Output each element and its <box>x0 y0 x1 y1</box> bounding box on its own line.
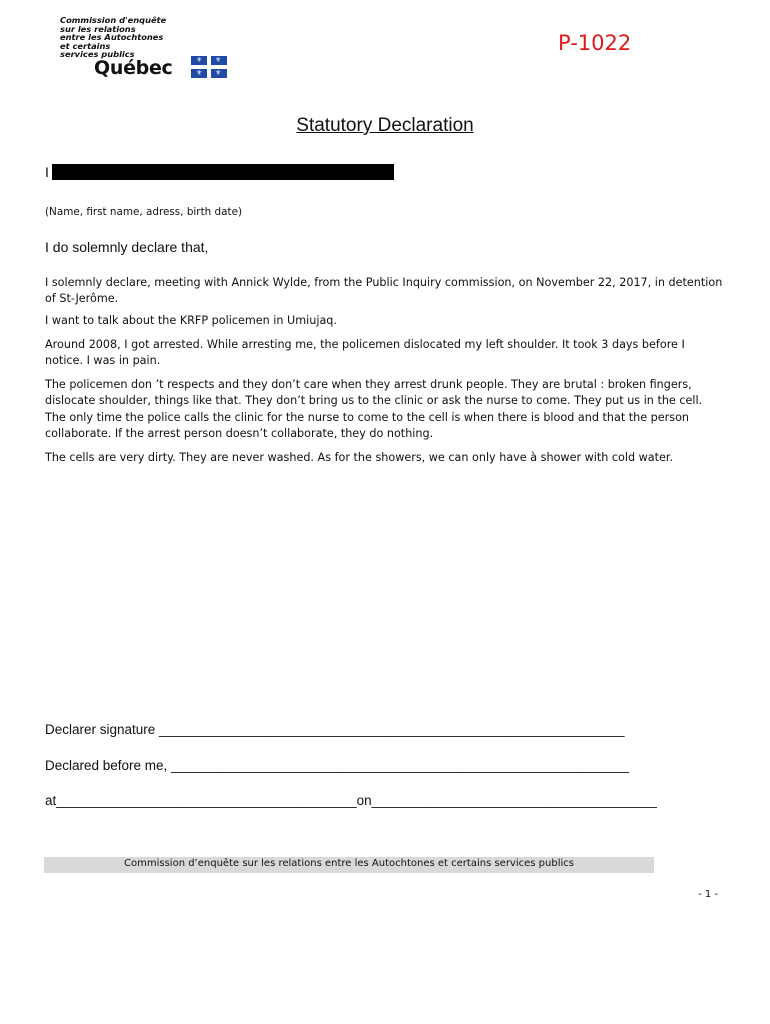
declaration-paragraph <box>45 377 725 442</box>
declaration-paragraph <box>45 275 725 308</box>
place-date-line: at________________________________________on______________________________________ <box>45 793 657 808</box>
solemn-declaration-intro: I do solemnly declare that, <box>45 239 209 255</box>
paragraph-text: I want to talk about the KRFP policemen in Umiujaq. <box>45 314 337 327</box>
logo-commission-name <box>60 16 240 59</box>
logo-line: entre les Autochtones <box>60 32 164 43</box>
logo-line: sur les relations <box>60 23 136 34</box>
commission-logo <box>60 16 240 82</box>
footer-commission-text: Commission d’enquête sur les relations entre les Autochtones et certains services publics <box>124 858 574 869</box>
logo-line: services publics <box>60 49 135 60</box>
logo-line: Commission d'enquête <box>60 15 167 25</box>
redaction-bar <box>52 164 394 180</box>
paragraph-text: The policemen don ’t respects and they don’t care when they arrest drunk people. They are brutal : broken fingers, dislocate shoulder, things like that. They don’t bring us to the clinic or ask the nurse to come. They put us in the cell. The only time the police calls the clinic for the nurse to come to the cell is when there is blood and that the person collaborate. If the arrest person doesn’t collaborate, they do nothing. <box>45 378 703 440</box>
declaration-paragraph <box>45 450 725 466</box>
paragraph-text: The cells are very dirty. They are never washed. As for the showers, we can only have à shower with cold water. <box>45 451 674 464</box>
paragraph-text: Around 2008, I got arrested. While arresting me, the policemen dislocated my left shoulder. It took 3 days before I notice. I was in pain. <box>45 338 685 368</box>
declarant-field-hint: (Name, first name, adress, birth date) <box>45 206 243 218</box>
paragraph-text: I solemnly declare, meeting with Annick Wylde, from the Public Inquiry commission, on November 22, 2017, in detention of St-Jerôme. <box>45 276 723 306</box>
page-title: Statutory Declaration <box>296 115 474 136</box>
declaration-paragraph <box>45 313 725 329</box>
exhibit-number: P-1022 <box>558 31 632 55</box>
declared-before-line: Declared before me, _____________________________________________________________ <box>45 758 630 773</box>
declaration-paragraph <box>45 337 725 370</box>
quebec-flag-icon: ⚜ ⚜ ⚜ ⚜ <box>191 56 227 78</box>
logo-line: et certains <box>60 40 111 51</box>
declarant-prefix: I <box>45 164 49 180</box>
quebec-wordmark: Québec <box>94 57 173 79</box>
page-number: - 1 - <box>698 889 718 900</box>
declarer-signature-line: Declarer signature ______________________________________________________________ <box>45 722 625 737</box>
